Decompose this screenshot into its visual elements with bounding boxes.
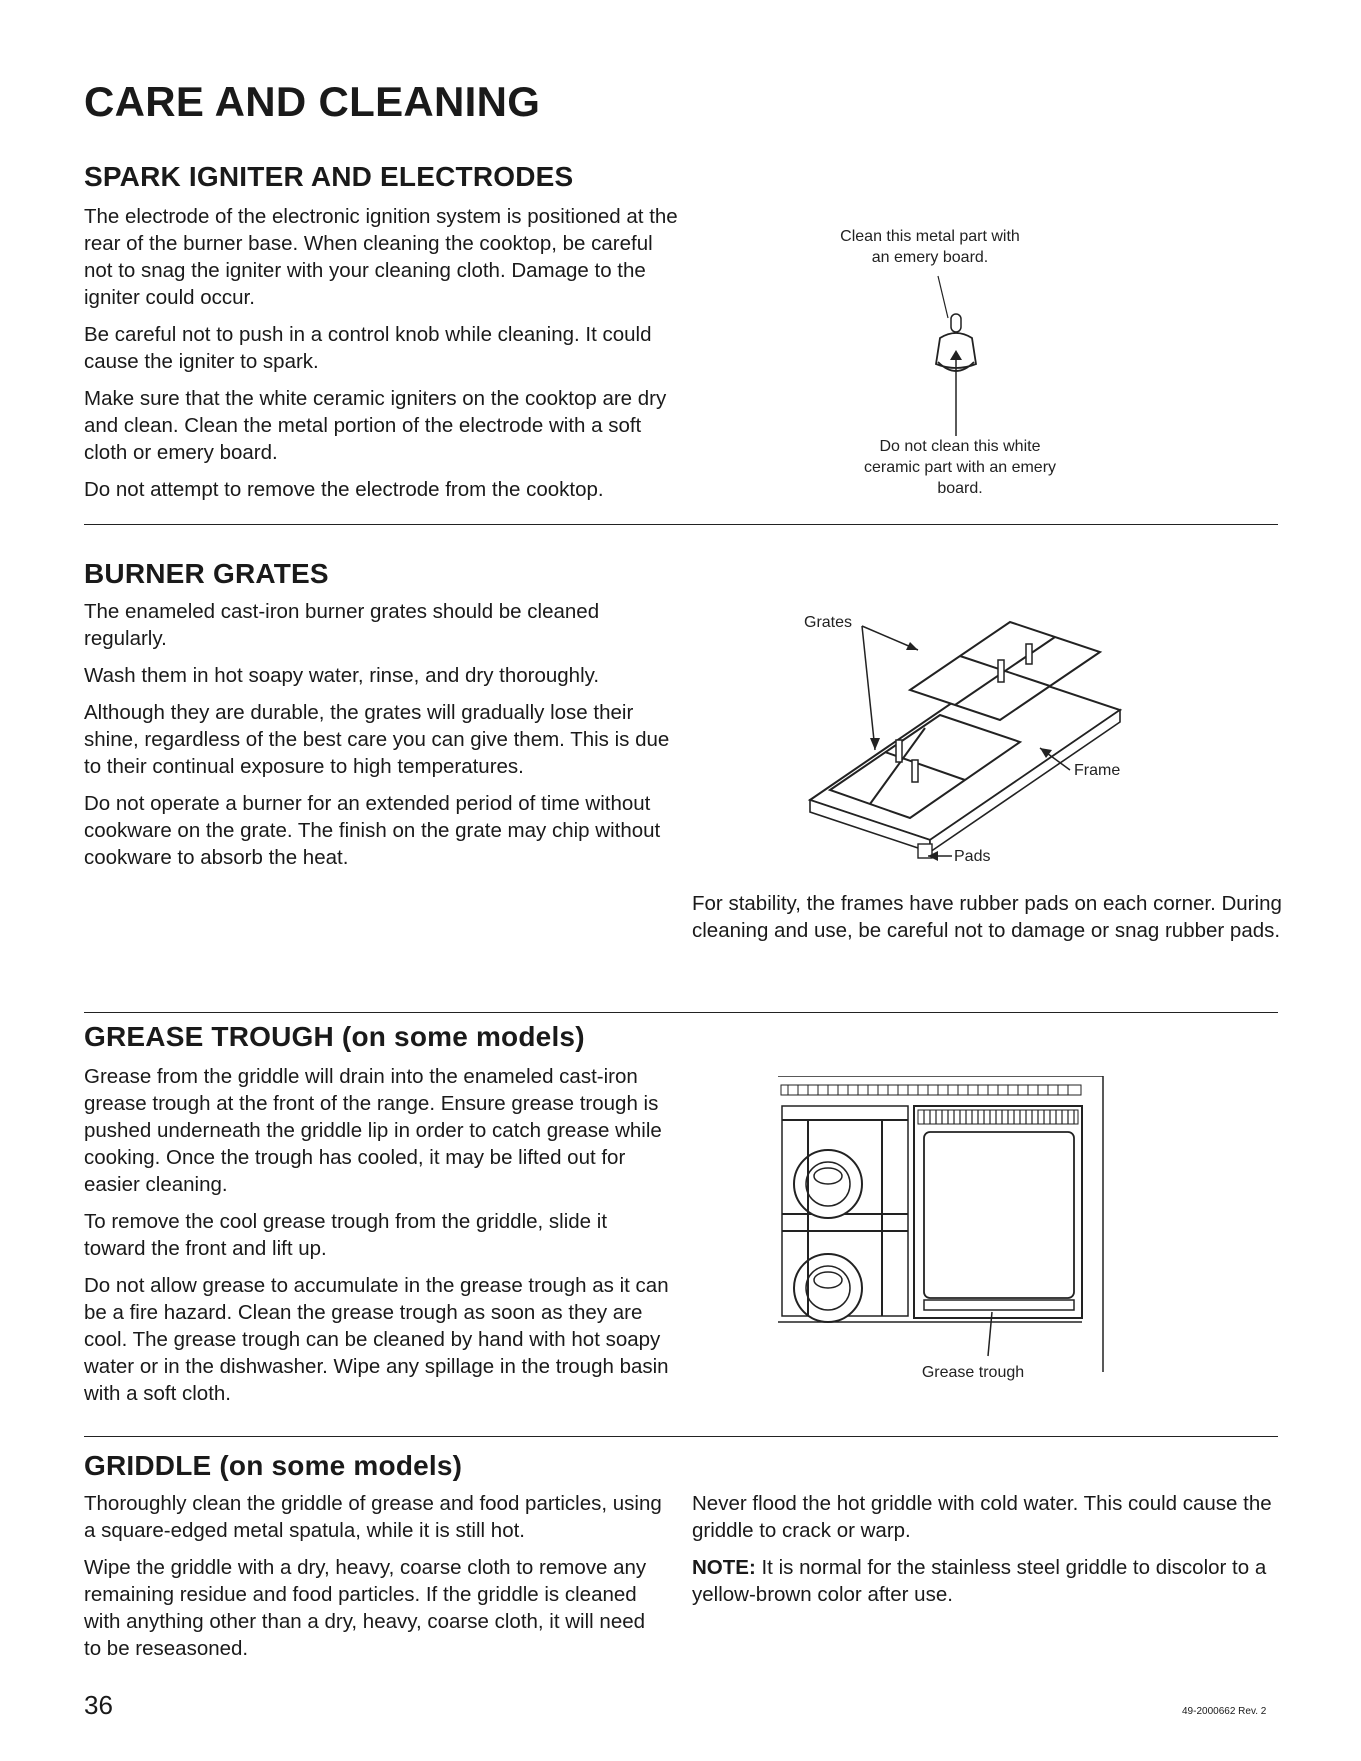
griddle-text-right	[692, 1490, 1282, 1618]
griddle-text-left	[84, 1490, 664, 1672]
section-divider	[84, 524, 1278, 525]
paragraph: Make sure that the white ceramic igniters on the cooktop are dry and clean. Clean the metal portion of the electrode with a soft cloth or emery board.	[84, 387, 667, 464]
section-heading-burner-grates: BURNER GRATES	[84, 558, 329, 589]
document-number: 49-2000662 Rev. 2	[1182, 1706, 1267, 1717]
note-text: It is normal for the stainless steel griddle to discolor to a yellow-brown color after use.	[692, 1556, 1267, 1606]
grates-drawing	[800, 600, 1200, 870]
pads-label: Pads	[954, 848, 991, 865]
grease-trough-label: Grease trough	[921, 1364, 1025, 1381]
grates-stability-note: For stability, the frames have rubber pads on each corner. During cleaning and use, be careful not to damage or snag rubber pads.	[692, 892, 1282, 942]
grease-trough-text	[84, 1063, 674, 1417]
paragraph: Be careful not to push in a control knob while cleaning. It could cause the igniter to spark.	[84, 323, 652, 373]
section-heading-griddle: GRIDDLE (on some models)	[84, 1450, 463, 1481]
paragraph: Although they are durable, the grates will gradually lose their shine, regardless of the best care you can give them. This is due to their continual exposure to high temperatures.	[84, 701, 670, 778]
section-divider	[84, 1436, 1278, 1437]
spark-igniter-text	[84, 203, 684, 513]
grease-trough-figure	[778, 1076, 1108, 1396]
paragraph: Do not allow grease to accumulate in the grease trough as it can be a fire hazard. Clean the grease trough as soon as they are cool. The grease trough can be cleaned by hand with hot soapy water or in the dishwasher. Wipe any spillage in the trough basin with a soft cloth.	[84, 1274, 669, 1405]
grates-figure	[800, 600, 1200, 870]
paragraph: Wash them in hot soapy water, rinse, and dry thoroughly.	[84, 664, 600, 687]
burner-grates-text	[84, 598, 674, 881]
paragraph: The enameled cast-iron burner grates should be cleaned regularly.	[84, 600, 600, 650]
paragraph: To remove the cool grease trough from the griddle, slide it toward the front and lift up.	[84, 1210, 608, 1260]
page-title: CARE AND CLEANING	[84, 78, 541, 125]
paragraph: Grease from the griddle will drain into the enameled cast-iron grease trough at the front of the range. Ensure grease trough is pushed underneath the griddle lip in order to catch grease while cooking. Once the trough has cooled, it may be lifted out for easier cleaning.	[84, 1065, 662, 1196]
paragraph: Never flood the hot griddle with cold water. This could cause the griddle to crack or warp.	[692, 1492, 1272, 1542]
note-label: NOTE:	[692, 1556, 756, 1579]
frame-label: Frame	[1074, 762, 1121, 779]
paragraph: Thoroughly clean the griddle of grease and food particles, using a square-edged metal spatula, while it is still hot.	[84, 1492, 662, 1542]
paragraph: Do not operate a burner for an extended period of time without cookware on the grate. The finish on the grate may chip without cookware to absorb the heat.	[84, 792, 661, 869]
section-heading-spark-igniter: SPARK IGNITER AND ELECTRODES	[84, 161, 574, 192]
section-divider	[84, 1012, 1278, 1013]
igniter-label-top: Clean this metal part with an emery board.	[840, 228, 1020, 266]
igniter-figure	[820, 222, 1100, 502]
page-number: 36	[84, 1690, 113, 1720]
grates-label: Grates	[804, 614, 853, 631]
grease-trough-drawing	[778, 1076, 1108, 1376]
section-heading-grease-trough: GREASE TROUGH (on some models)	[84, 1021, 585, 1052]
griddle-note	[692, 1554, 1282, 1608]
paragraph: The electrode of the electronic ignition system is positioned at the rear of the burner base. When cleaning the cooktop, be careful not to snag the igniter with your cleaning cloth. Damage to the igniter could occur.	[84, 205, 678, 309]
paragraph: Do not attempt to remove the electrode from the cooktop.	[84, 478, 604, 501]
paragraph: Wipe the griddle with a dry, heavy, coarse cloth to remove any remaining residue and food particles. If the griddle is cleaned with anything other than a dry, heavy, coarse cloth, it will need to be reseasoned.	[84, 1556, 647, 1660]
igniter-label-bottom: Do not clean this white ceramic part with an emery board.	[863, 438, 1057, 497]
